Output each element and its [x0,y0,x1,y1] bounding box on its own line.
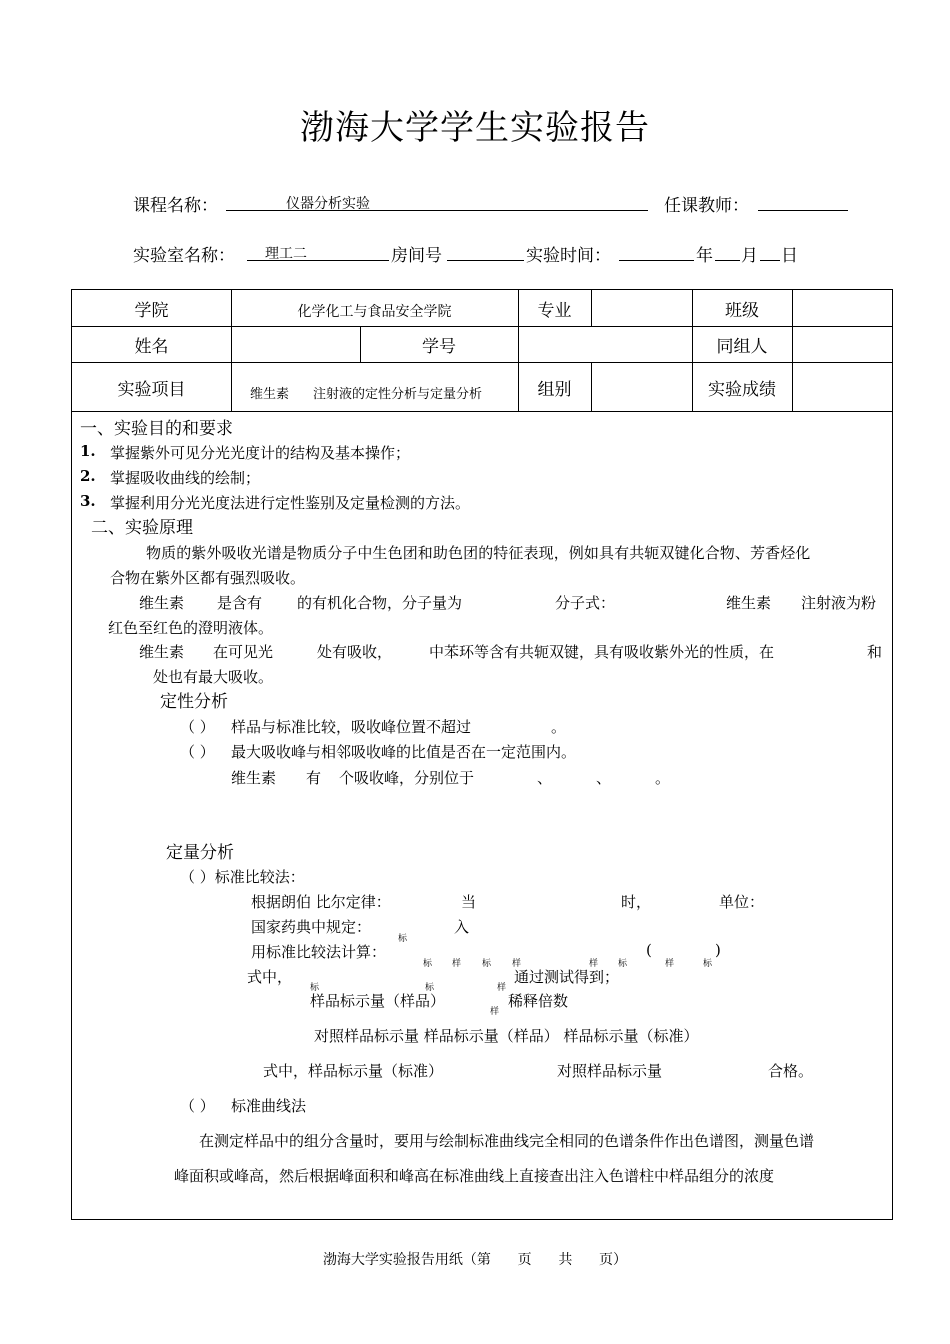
list-item: 掌握利用分光光度法进行定性鉴别及定量检测的方法。 [110,494,471,512]
page-footer: 渤海大学实验报告用纸（第 页 共 页） [322,1252,628,1268]
principle-text: 中苯环等含有共轭双键，具有吸收紫外光的性质，在 [429,643,775,661]
list-item: 掌握吸收曲线的绘制； [110,469,261,487]
calculation-text: 用标准比较法计算： [251,943,387,961]
principle-text: 处有吸收， [317,643,393,661]
principle-paragraph-1: 物质的紫外吸收光谱是物质分子中生色团和助色团的特征表现，例如具有共轭双键化合物、芳香烃化 [146,544,811,562]
quantitative-title: 定量分析 [166,843,234,863]
lab-label: 实验室名称： [133,246,235,266]
principle-text: 分子式： [555,594,616,612]
qualitative-text: 维生素 [231,769,277,787]
qualitative-item-end: 。 [551,718,567,736]
name-label: 姓名 [134,337,169,357]
subscript: 样 [589,959,599,969]
where-text: 合格。 [768,1062,814,1080]
subscript: 标 [310,983,320,993]
subscript: 样 [665,959,675,969]
principle-paragraph-1-cont: 合物在紫外区都有强烈吸收。 [110,569,306,587]
principle-text: 在可见光 [213,643,274,661]
subscript: 标 [482,959,492,969]
subscript: 样 [452,959,462,969]
control-sample-line: 对照样品标示量 样品标示量（样品） 样品标示量（标准） [314,1027,699,1045]
qualitative-text: 、 [596,769,612,787]
teacher-label: 任课教师： [664,196,749,216]
standard-curve-title: 标准曲线法 [231,1097,307,1115]
subscript: 标 [618,959,628,969]
law-text: 时， [621,893,652,911]
qualitative-text: 个吸收峰，分别位于 [339,769,475,787]
col-divider [591,362,592,411]
partner-label: 同组人 [716,337,768,357]
subscript: 标 [703,959,713,969]
principle-text: 的有机化合物，分子量为 [297,594,463,612]
sample-label: 样品标示量（样品） [310,992,446,1010]
principle-text: 红色至红色的澄明液体。 [108,619,274,637]
qualitative-text: 。 [655,769,671,787]
pharmacopoeia-text: 国家药典中规定： [251,918,372,936]
quantitative-method: （ ）标准比较法： [180,868,305,886]
subscript: 标 [398,934,408,944]
section-2-title: 二、实验原理 [91,518,193,538]
day-label: 日 [781,246,798,266]
subscript: 样 [497,983,507,993]
time-label: 实验时间： [526,246,611,266]
lab-value: 理工二 [265,246,307,262]
project-label: 实验项目 [117,380,186,400]
item-number: 2. [80,467,96,485]
list-item: 掌握紫外可见分光光度计的结构及基本操作； [110,444,411,462]
month-underline [715,260,740,261]
class-label: 班级 [725,301,759,321]
checkbox-paren: （ ） [180,718,215,736]
law-text: 单位： [719,893,765,911]
college-value: 化学化工与食品安全学院 [297,304,452,320]
room-underline [447,260,524,261]
teacher-underline [758,210,848,211]
principle-text: 处也有最大吸收。 [153,668,274,686]
paren: ) [715,941,721,959]
dilution-label: 稀释倍数 [508,992,569,1010]
subscript: 样 [490,1007,500,1017]
qualitative-text: 、 [537,769,553,787]
section-1-title: 一、实验目的和要求 [80,419,233,439]
subscript: 样 [512,959,522,969]
qualitative-title: 定性分析 [160,692,228,712]
law-text: 当 [461,893,477,911]
checkbox-paren: （ ） [180,743,215,761]
course-value: 仪器分析实验 [286,196,370,212]
subscript: 标 [425,983,435,993]
where-text: 对照样品标示量 [557,1062,663,1080]
qualitative-item: 样品与标准比较，吸收峰位置不超过 [231,718,472,736]
law-text: 根据朗伯 比尔定律： [251,893,391,911]
principle-text: 注射液为粉 [801,594,877,612]
course-label: 课程名称： [133,196,218,216]
principle-text: 维生素 [139,643,185,661]
where-text: 式中，样品标示量（标准） [263,1062,444,1080]
student-id-label: 学号 [422,337,456,357]
room-label: 房间号 [391,246,442,266]
major-label: 专业 [537,301,572,321]
grade-label: 实验成绩 [708,380,776,400]
qualitative-text: 有 [306,769,322,787]
formula-text: 通过测试得到； [514,968,620,986]
row-divider [72,411,892,412]
month-label: 月 [741,246,758,266]
principle-text: 和 [867,643,883,661]
principle-text: 是含有 [217,594,263,612]
row-divider [72,326,892,327]
year-underline [619,260,694,261]
paren: ( [646,941,652,959]
item-number: 3. [80,492,96,510]
col-divider [591,290,592,326]
standard-curve-text: 峰面积或峰高，然后根据峰面积和峰高在标准曲线上直接查出注入色谱柱中样品组分的浓度 [174,1167,775,1185]
item-number: 1. [80,442,96,460]
group-label: 组别 [537,380,572,400]
college-label: 学院 [134,301,169,321]
page-title: 渤海大学学生实验报告 [300,108,650,148]
row-divider [72,362,892,363]
day-underline [760,260,780,261]
formula-text: 式中， [247,968,293,986]
subscript: 标 [423,959,433,969]
col-divider [792,290,793,411]
project-value-b: 注射液的定性分析与定量分析 [313,387,483,402]
checkbox-paren: （ ） [180,1097,215,1115]
year-label: 年 [696,246,713,266]
standard-curve-text: 在测定样品中的组分含量时，要用与绘制标准曲线完全相同的色谱条件作出色谱图，测量色谱 [199,1132,815,1150]
principle-text: 维生素 [726,594,772,612]
principle-text: 维生素 [139,594,185,612]
qualitative-item: 最大吸收峰与相邻吸收峰的比值是否在一定范围内。 [231,743,577,761]
project-value-a: 维生素 [250,387,290,402]
pharmacopoeia-text: 入 [454,918,470,936]
